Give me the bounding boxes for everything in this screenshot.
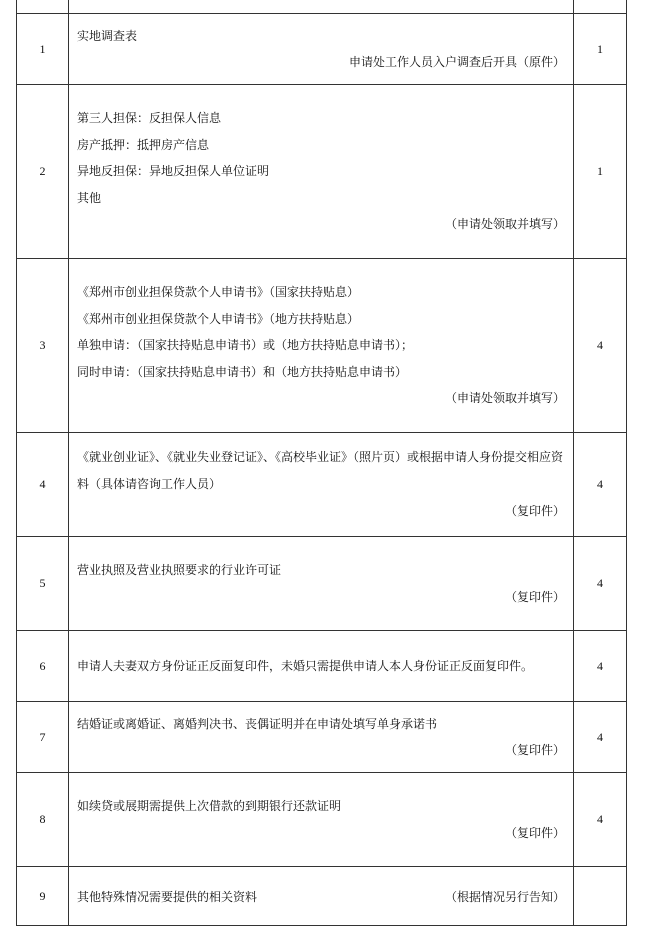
row-number: 4 — [17, 433, 69, 537]
row-number: 8 — [17, 773, 69, 867]
row-quantity: 4 — [574, 702, 627, 773]
row-description — [69, 702, 574, 773]
row-note: （复印件） — [504, 589, 565, 604]
row-description — [69, 867, 574, 926]
row-number: 3 — [17, 259, 69, 433]
description-line: 实地调查表 — [77, 28, 138, 43]
table-row — [17, 631, 627, 702]
table-row — [17, 773, 627, 867]
row-note: （申请处领取并填写） — [444, 217, 565, 232]
row-quantity: 4 — [574, 537, 627, 631]
row-note: （申请处领取并填写） — [444, 391, 565, 406]
description-line: 单独申请：（国家扶持贴息申请书）或（地方扶持贴息申请书）； — [77, 338, 414, 353]
description-line: 《郑州市创业担保贷款个人申请书》（地方扶持贴息） — [77, 311, 360, 326]
description-line — [77, 888, 565, 905]
row-note: （复印件） — [504, 825, 565, 840]
description-item: 其他特殊情况需要提供的相关资料 — [77, 889, 258, 904]
row-description — [69, 85, 574, 259]
description-line: 房产抵押：抵押房产信息 — [77, 137, 210, 152]
row-number: 1 — [17, 14, 69, 85]
row-description — [69, 537, 574, 631]
row-number: 7 — [17, 702, 69, 773]
row-quantity — [574, 867, 627, 926]
row-quantity: 4 — [574, 433, 627, 537]
row-description — [69, 259, 574, 433]
row-quantity: 4 — [574, 631, 627, 702]
row-description — [69, 14, 574, 85]
description-line: 其他 — [77, 190, 102, 205]
row-quantity: 1 — [574, 85, 627, 259]
row-number: 6 — [17, 631, 69, 702]
description-line: 异地反担保：异地反担保人单位证明 — [77, 164, 270, 179]
row-quantity: 1 — [574, 14, 627, 85]
row-number: 5 — [17, 537, 69, 631]
row-note: 申请处工作人员入户调查后开具（原件） — [348, 55, 565, 69]
row-note: （根据情况另行告知） — [444, 889, 565, 904]
row-note: （复印件） — [504, 743, 565, 757]
row-note: （复印件） — [504, 504, 565, 519]
materials-table — [16, 0, 627, 926]
description-line: 第三人担保：反担保人信息 — [77, 111, 222, 126]
row-quantity: 4 — [574, 259, 627, 433]
row-quantity: 4 — [574, 773, 627, 867]
row-description — [69, 631, 574, 702]
description-text: 申请人夫妻双方身份证正反面复印件，未婚只需提供申请人本人身份证正反面复印件。 — [77, 658, 534, 673]
description-line: 营业执照及营业执照要求的行业许可证 — [77, 563, 282, 577]
description-line: 同时申请：（国家扶持贴息申请书）和（地方扶持贴息申请书） — [77, 364, 408, 379]
table-row — [17, 259, 627, 433]
description-line: 结婚证或离婚证、离婚判决书、丧偶证明并在申请处填写单身承诺书 — [77, 716, 438, 731]
description-line: 《郑州市创业担保贷款个人申请书》（国家扶持贴息） — [77, 285, 360, 300]
row-description — [69, 433, 574, 537]
table-row — [17, 867, 627, 926]
description-text: 《就业创业证》、《就业失业登记证》、《高校毕业证》（照片页）或根据申请人身份提交相应资料（具体请咨询工作人员） — [77, 450, 564, 492]
row-description — [69, 773, 574, 867]
table-row — [17, 702, 627, 773]
table-row — [17, 14, 627, 85]
table-row — [17, 433, 627, 537]
table-row — [17, 537, 627, 631]
row-number: 2 — [17, 85, 69, 259]
description-line: 如续贷或展期需提供上次借款的到期银行还款证明 — [77, 799, 342, 813]
table-row — [17, 85, 627, 259]
table-header-row — [17, 0, 627, 14]
row-number: 9 — [17, 867, 69, 926]
